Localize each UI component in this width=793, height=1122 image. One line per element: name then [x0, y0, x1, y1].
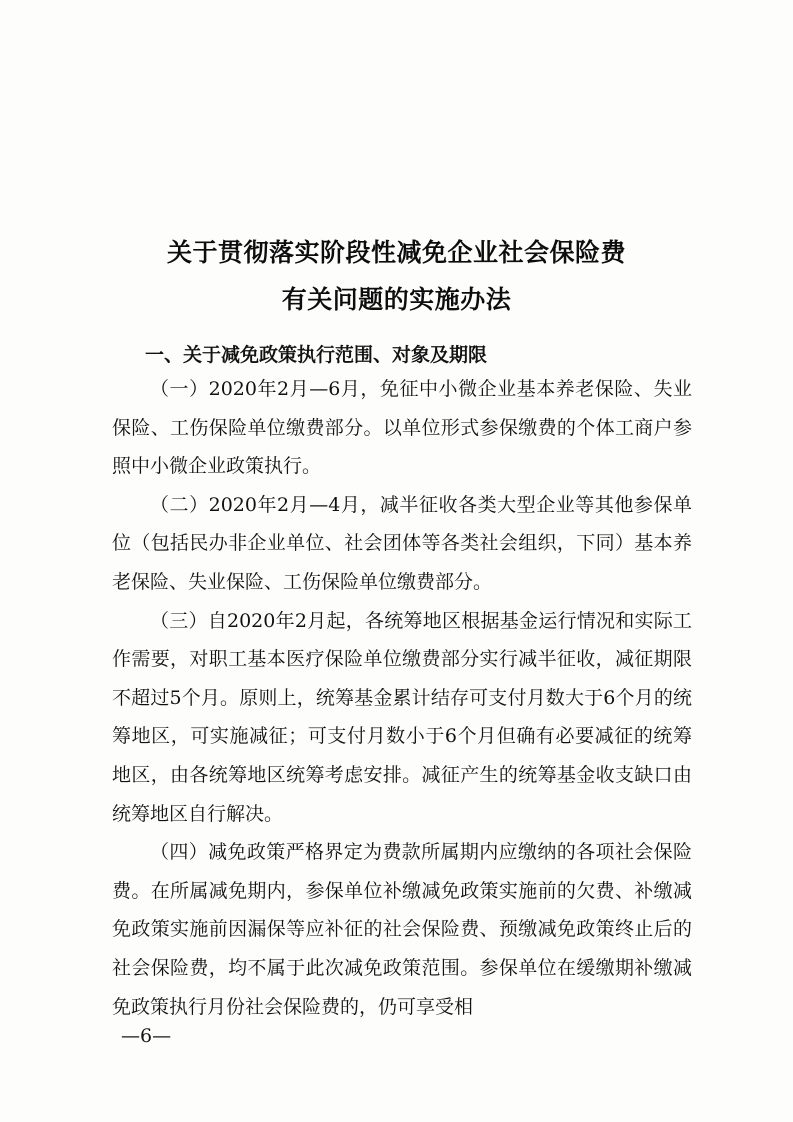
section-heading: 一、关于减免政策执行范围、对象及期限 — [145, 344, 488, 366]
paragraph-4: （四）减免政策严格界定为费款所属期内应缴纳的各项社会保险费。在所属减免期内，参保单位补缴减免政策实施前的欠费、补缴减免政策实施前因漏保等应补征的社会保险费、预缴减免政策终止后的社会保险费，均不属于此次减免政策范围。参保单位在缓缴期补缴减免政策执行月份社会保险费的，仍可享受相 — [112, 841, 692, 1018]
paragraph-1: （一）2020年2月—6月，免征中小微企业基本养老保险、失业保险、工伤保险单位缴费部分。以单位形式参保缴费的个体工商户参照中小微企业政策执行。 — [112, 378, 692, 478]
document-body — [112, 370, 692, 1026]
document-title-line-2: 有关问题的实施办法 — [281, 285, 512, 314]
page-number: —6— — [121, 1025, 172, 1047]
paragraph-2: （二）2020年2月—4月，减半征收各类大型企业等其他参保单位（包括民办非企业单位、社会团体等各类社会组织，下同）基本养老保险、失业保险、工伤保险单位缴费部分。 — [112, 493, 692, 593]
paragraph-3: （三）自2020年2月起，各统筹地区根据基金运行情况和实际工作需要，对职工基本医疗保险单位缴费部分实行减半征收，减征期限不超过5个月。原则上，统筹基金累计结存可支付月数大于6个月的统筹地区，可实施减征；可支付月数小于6个月但确有必要减征的统筹地区，由各统筹地区统筹考虑安排。减征产生的统筹基金收支缺口由统筹地区自行解决。 — [112, 609, 692, 825]
document-title-line-1: 关于贯彻落实阶段性减免企业社会保险费 — [166, 238, 626, 267]
